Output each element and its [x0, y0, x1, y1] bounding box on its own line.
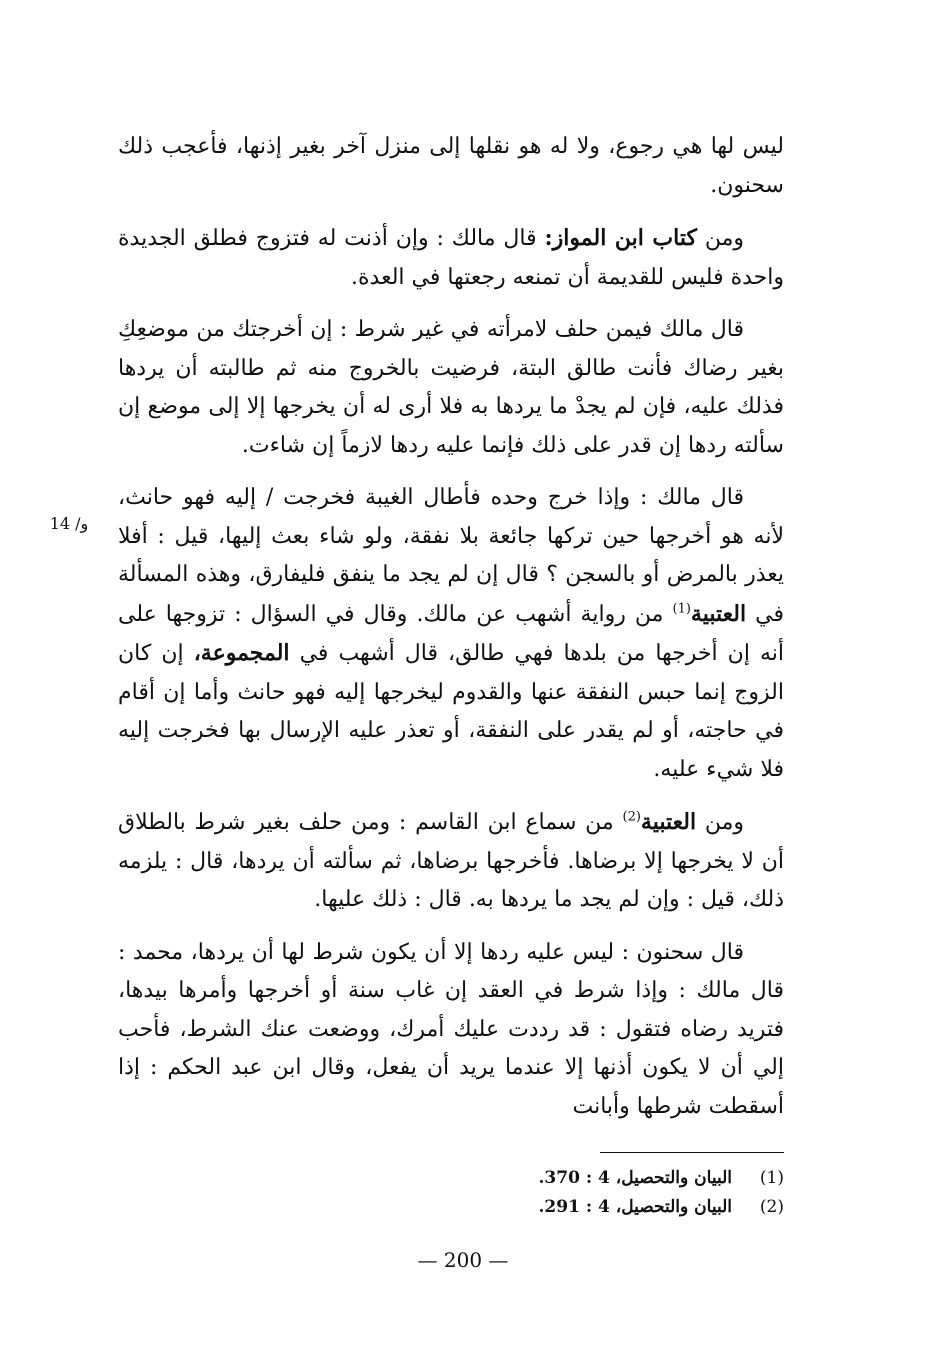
margin-folio-note: 14 /و: [49, 514, 89, 533]
book-title: كتاب ابن المواز:: [544, 225, 697, 251]
footnote-2: [460, 1193, 784, 1222]
book-title: المجموعة،: [193, 640, 290, 666]
footnote-ref: (2): [622, 809, 641, 825]
footnote-ref: (1): [672, 601, 691, 617]
footnotes: [460, 1164, 784, 1222]
paragraph-4: قال مالك : وإذا خرج وحده فأطال الغيبة فخرجت / إليه فهو حانث، لأنه هو أخرجها حين تركها جائعة بلا نفقة، ولو شاء بعث إليها، قيل : أفلا يعذر بالمرض أو بالسجن ؟ قال إن لم يجد ما ينفق فليفارق، وهذه المسألة في العتبية$^{(1)}$ من رواية أشهب عن مالك. وقال في السؤال : تزوجها على أنه إن أخرجها من بلدها فهي طالق، قال أشهب في المجموعة، إن كان الزوج إنما حبس النفقة عنها والقدوم ليخرجها إليه فهو حانث وأما إن أقام في حاجته، أو لم يقدر على النفقة، أو تعذر عليه الإرسال بها فخرجت إليه فلا شيء عليه.: [118, 485, 784, 782]
footnote-text: البيان والتحصيل، 4 : 291.: [538, 1197, 732, 1217]
paragraph-5: ومن العتبية$^{(2)}$ من سماع ابن القاسم : ومن حلف بغير شرط بالطلاق أن لا يخرجها إلا برضاها. فأخرجها برضاها، ثم سألته أن يردها، قال : يلزمه ذلك، قيل : وإن لم يجد ما يردها به. قال : ذلك عليها.: [118, 809, 784, 912]
book-title: العتبية: [640, 809, 697, 835]
footnote-number: (1): [759, 1168, 784, 1188]
paragraph-6: قال سحنون : ليس عليه ردها إلا أن يكون شرط لها أن يردها، محمد : قال مالك : وإذا شرط في العقد إن غاب سنة أو أخرجها وأمرها بيدها، فتريد رضاه فتقول : قد رددت عليك أمرك، ووضعت عنك الشرط، فأحب إلي أن لا يكون أذنها إلا عندما يريد أن يفعل، وقال ابن عبد الحكم : إذا أسقطت شرطها وأبانت: [118, 939, 784, 1119]
paragraph-2: ومن كتاب ابن المواز: قال مالك : وإن أذنت له فتزوج فطلق الجديدة واحدة فليس للقديمة أن تمنعه رجعتها في العدة.: [118, 225, 784, 290]
page-number: — 200 —: [417, 1248, 509, 1272]
paragraph-1: ليس لها هي رجوع، ولا له هو نقلها إلى منزل آخر بغير إذنها، فأعجب ذلك سحنون.: [118, 134, 784, 198]
main-text: [118, 128, 784, 1140]
footnote-1: [460, 1164, 784, 1193]
book-title: العتبية: [690, 600, 747, 627]
footnote-text: البيان والتحصيل، 4 : 370.: [538, 1168, 732, 1188]
paragraph-3: قال مالك فيمن حلف لامرأته في غير شرط : إن أخرجتك من موضعِكِ بغير رضاك فأنت طالق البتة، فرضيت بالخروج منه ثم طالبته أن يردها فذلك عليه، فإن لم يجدْ ما يردها به فلا أرى له أن يخرجها إلا إلى موضع إن سألته ردها إن قدر على ذلك فإنما عليه ردها لازماً إن شاءت.: [118, 317, 784, 458]
footnote-divider: [600, 1152, 784, 1153]
footnote-number: (2): [759, 1197, 784, 1217]
